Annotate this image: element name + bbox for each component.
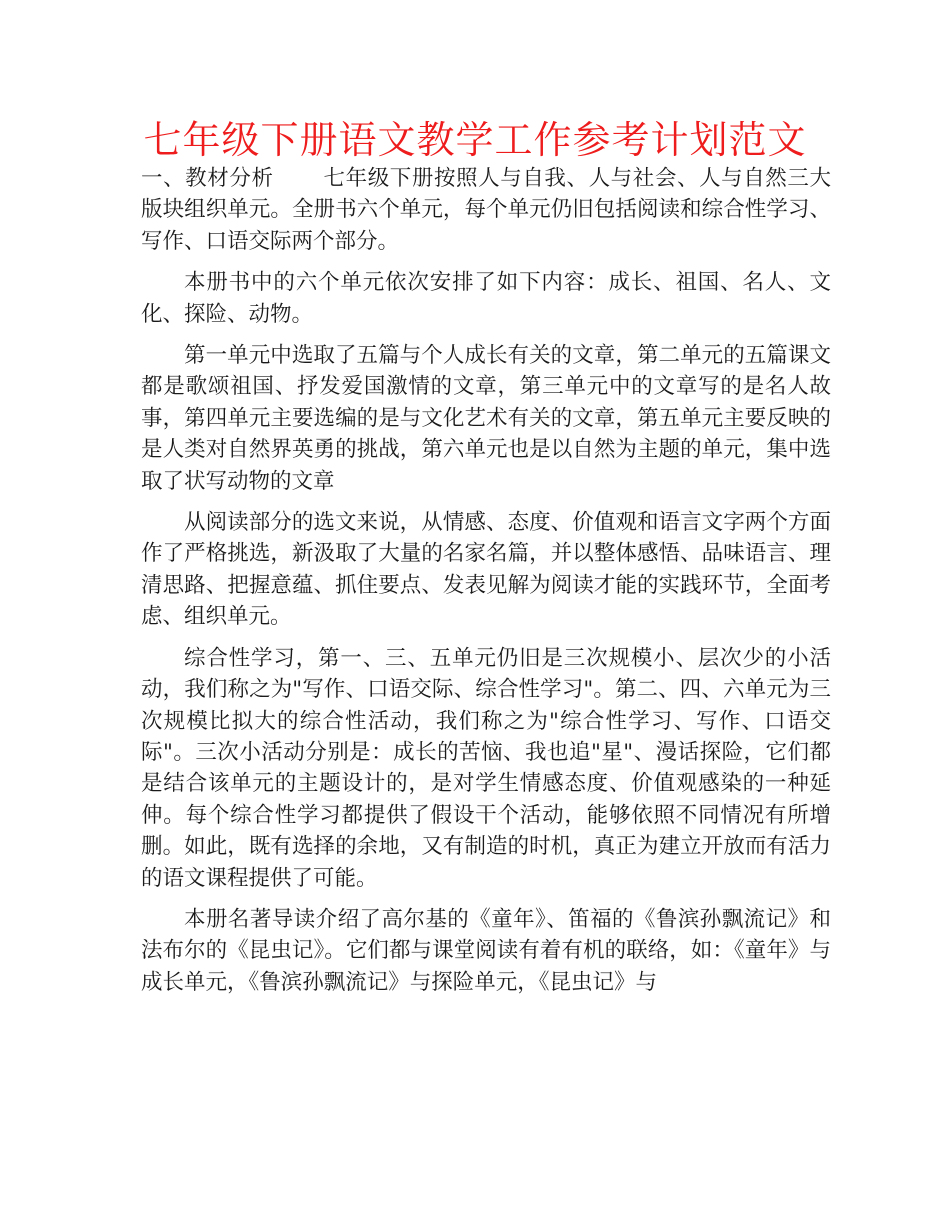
section-heading: 一、教材分析 [141, 166, 274, 191]
paragraph-5: 综合性学习，第一、三、五单元仍旧是三次规模小、层次少的小活动，我们称之为"写作、口语交际、综合性学习"。第二、四、六单元为三次规模比拟大的综合性活动，我们称之为"综合性学习、写作、口语交际"。三次小活动分别是：成长的苦恼、我也追"星"、漫话探险，它们都是结合该单元的主题设计的，是对学生情感态度、价值观感染的一种延伸。每个综合性学习都提供了假设干个活动，能够依照不同情况有所增删。如此，既有选择的余地，又有制造的时机，真正为建立开放而有活力的语文课程提供了可能。 [141, 645, 831, 891]
paragraph-4: 从阅读部分的选文来说，从情感、态度、价值观和语言文字两个方面作了严格挑选，新汲取了大量的名家名篇，并以整体感悟、品味语言、理清思路、把握意蕴、抓住要点、发表见解为阅读才能的实践环节，全面考虑、组织单元。 [141, 510, 831, 630]
document-title: 七年级下册语文教学工作参考计划范文 [143, 118, 807, 162]
paragraph-2: 本册书中的六个单元依次安排了如下内容：成长、祖国、名人、文化、探险、动物。 [141, 270, 831, 327]
document-body [141, 163, 831, 1008]
paragraph-3: 第一单元中选取了五篇与个人成长有关的文章，第二单元的五篇课文都是歌颂祖国、抒发爱国激情的文章，第三单元中的文章写的是名人故事，第四单元主要选编的是与文化艺术有关的文章，第五单元主要反映的是人类对自然界英勇的挑战，第六单元也是以自然为主题的单元，集中选取了状写动物的文章 [141, 343, 831, 494]
paragraph-1 [141, 163, 831, 257]
paragraph-6: 本册名著导读介绍了高尔基的《童年》、笛福的《鲁滨孙飘流记》和法布尔的《昆虫记》。它们都与课堂阅读有着有机的联络，如：《童年》与成长单元，《鲁滨孙飘流记》与探险单元，《昆虫记》与 [141, 906, 831, 995]
paragraph-text: 七年级下册按照人与自我、人与社会、人与自然三大版块组织单元。全册书六个单元，每个单元仍旧包括阅读和综合性学习、写作、口语交际两个部分。 [141, 166, 831, 254]
